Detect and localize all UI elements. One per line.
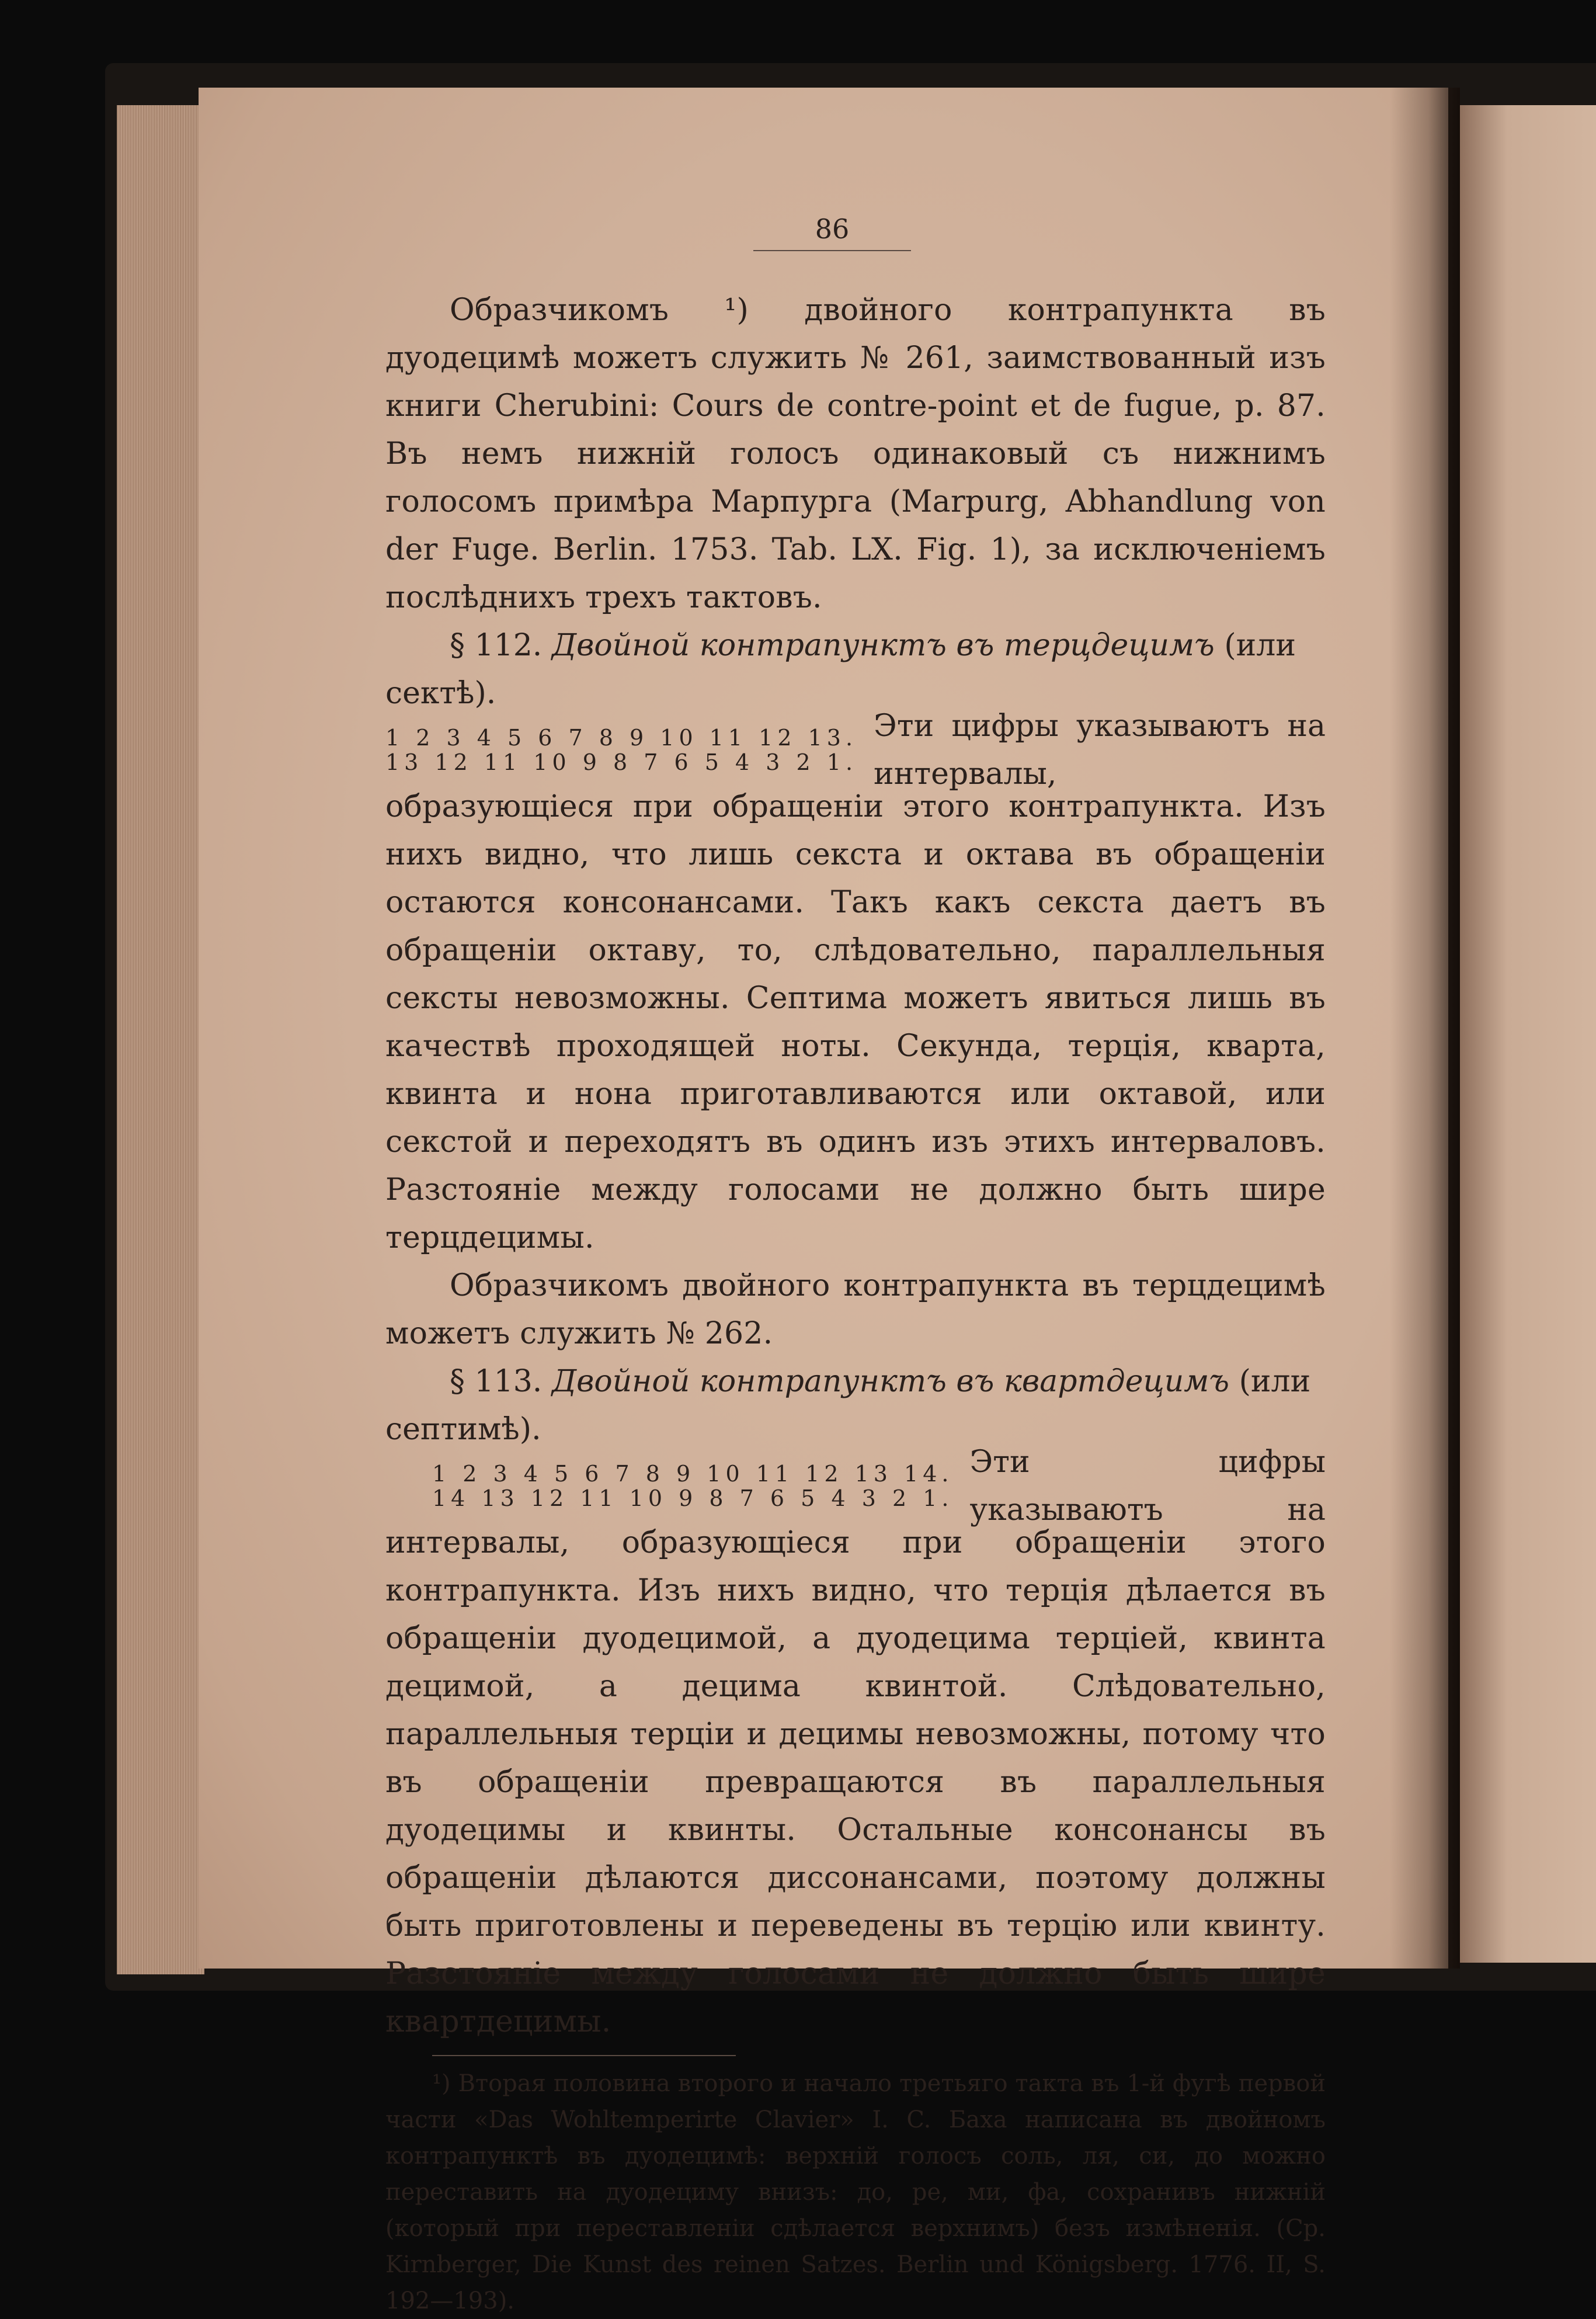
facing-page-edge (1460, 105, 1596, 1963)
text-block (385, 286, 1326, 2319)
interval-table-113 (432, 1461, 953, 1511)
interval-row-bottom: 14 13 12 11 10 9 8 7 6 5 4 3 2 1. (432, 1485, 954, 1511)
footnote: ¹) Вторая половина второго и начало третьяго такта въ 1-й фугѣ первой части «Das Wohltemperirte Clavier» I. C. Баха написана въ двойномъ контрапунктѣ въ дуодецимѣ: верхній голосъ соль, ля, си, до можно переставить на дуодециму внизъ: до, ре, ми, фа, сохранивъ нижній (который при переставленіи сдѣлается верхнимъ) безъ измѣненія. (Cp. Kirnberger, Die Kunst des reinen Satzes. Berlin und Königsberg. 1776. II, S. 192—193). (385, 2070, 1326, 2314)
section-113-interval-row (385, 1445, 1326, 1528)
interval-table-112 (385, 725, 857, 775)
section-113-text: интервалы, образующіеся при обращеніи этого контрапункта. Изъ нихъ видно, что терція дѣлается въ обращеніи дуодецимой, а дуодецима терціей, квинта децимой, а децима квинтой. Слѣдовательно, параллельныя терціи и децимы невозможны, потому что въ обращеніи превращаются въ параллельныя дуодецимы и квинты. Остальные консонансы въ обращеніи дѣлаются диссонансами, поэтому должны быть приготовлены и переведены въ терцію или квинту. Разстояніе между голосами не должно быть шире квартдецимы. (385, 1525, 1326, 2039)
interval-row-top: 1 2 3 4 5 6 7 8 9 10 11 12 13. (385, 725, 858, 751)
section-113-number: § 113. (450, 1364, 543, 1399)
interval-lead-112: Эти цифры указываютъ на интервалы, (874, 709, 1326, 791)
section-112-title: Двойной контрапунктъ въ терцдецимъ (551, 628, 1215, 663)
section-112-text: образующіеся при обращеніи этого контрапункта. Изъ нихъ видно, что лишь секста и октава въ обращеніи остаются консонансами. Такъ какъ секста даетъ въ обращеніи октаву, то, слѣдовательно, параллельныя сексты невозможны. Септима можетъ явиться лишь въ качествѣ проходящей ноты. Секунда, терція, кварта, квинта и нона приготавливаются или октавой, или секстой и переходятъ въ одинъ изъ этихъ интерваловъ. Разстояніе между голосами не должно быть шире терцдецимы. (385, 789, 1326, 1255)
page-number: 86 (815, 213, 850, 245)
interval-lead-113: Эти цифры указываютъ на (969, 1445, 1326, 1528)
page-number-rule (753, 250, 911, 251)
gutter-shadow (1390, 88, 1460, 1969)
section-113-title-rest: (или септимѣ). (385, 1364, 1311, 1447)
section-112-title-rest: (или сектѣ). (385, 628, 1296, 711)
paragraph-cherubini-example: Образчикомъ ¹) двойного контрапункта въ дуодецимѣ можетъ служить № 261, заимствованный изъ книги Cherubini: Cours de contre-point et de fugue, p. 87. Въ немъ нижній голосъ одинаковый съ нижнимъ голосомъ примѣра Марпурга (Marpurg, Abhandlung von der Fuge. Berlin. 1753. Tab. LX. Fig. 1), за исключеніемъ послѣднихъ трехъ тактовъ. (385, 293, 1326, 615)
page-edges (117, 105, 204, 1974)
footnote-rule (432, 2055, 736, 2056)
section-112-number: § 112. (450, 628, 543, 663)
section-112-example: Образчикомъ двойного контрапункта въ терцдецимѣ можетъ служить № 262. (385, 1268, 1326, 1351)
section-112-interval-row (385, 709, 1326, 791)
interval-row-top: 1 2 3 4 5 6 7 8 9 10 11 12 13 14. (432, 1461, 954, 1487)
interval-row-bottom: 13 12 11 10 9 8 7 6 5 4 3 2 1. (385, 749, 858, 775)
section-113-title: Двойной контрапунктъ въ квартдецимъ (551, 1364, 1230, 1399)
